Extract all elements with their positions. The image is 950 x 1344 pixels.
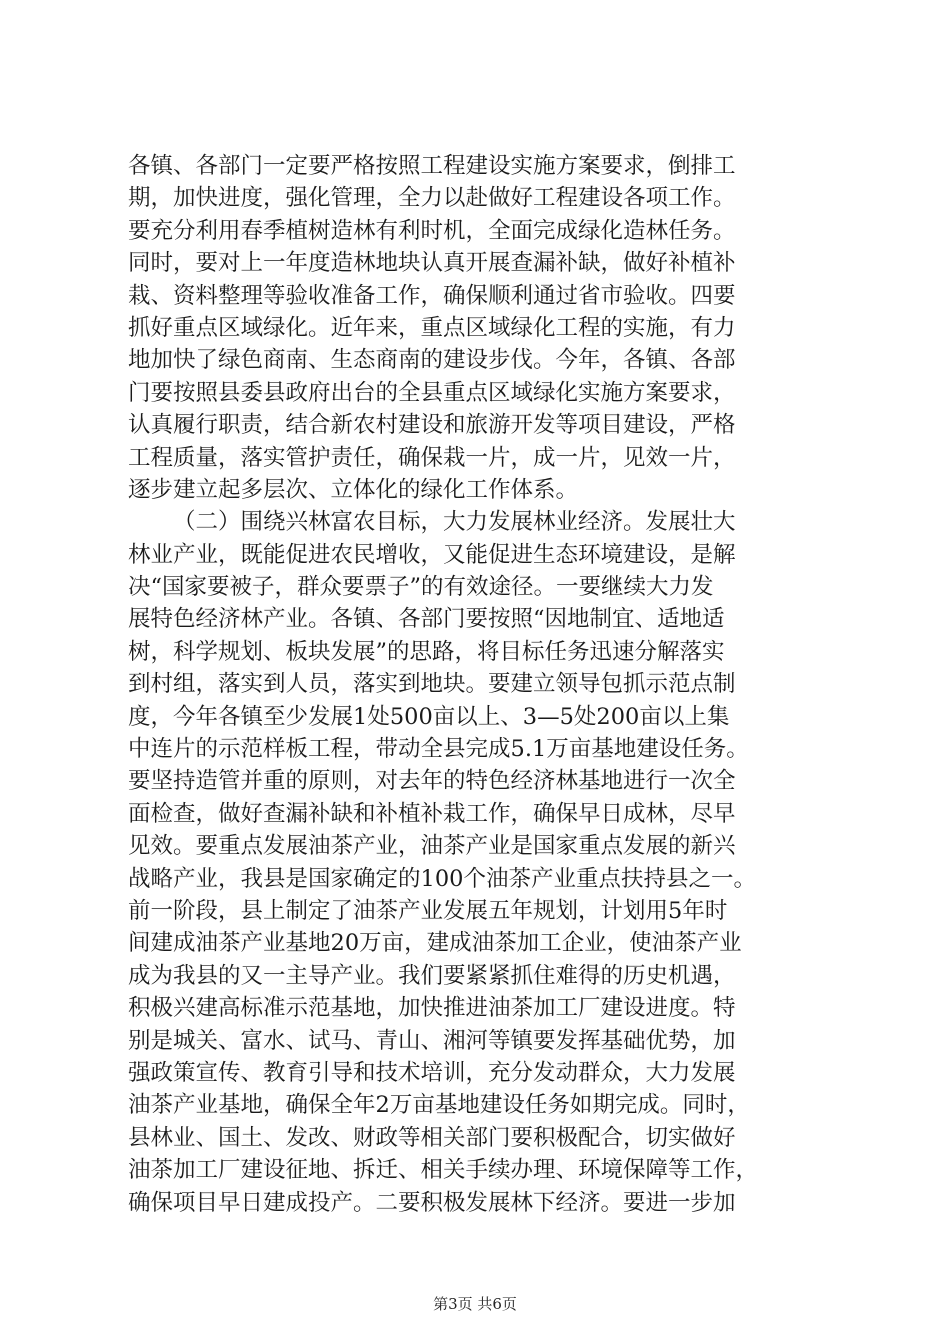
text-line: 确保项目早日建成投产。二要积极发展林下经济。要进一步加 — [128, 1189, 736, 1216]
text-line: 工程质量，落实管护责任，确保栽一片，成一片，见效一片， — [128, 444, 736, 471]
text-line: 门要按照县委县政府出台的全县重点区域绿化实施方案要求， — [128, 379, 736, 406]
text-line: 各镇、各部门一定要严格按照工程建设实施方案要求，倒排工 — [128, 153, 736, 179]
text-line: 县林业、国土、发改、财政等相关部门要积极配合，切实做好 — [128, 1124, 736, 1151]
text-line: 展特色经济林产业。各镇、各部门要按照“因地制宜、适地适 — [128, 606, 725, 633]
text-line: 强政策宣传、教育引导和技术培训，充分发动群众，大力发展 — [128, 1059, 736, 1086]
text-line: 要坚持造管并重的原则，对去年的特色经济林基地进行一次全 — [128, 768, 736, 795]
text-line: 同时，要对上一年度造林地块认真开展查漏补缺，做好补植补 — [128, 250, 736, 277]
text-line: 地加快了绿色商南、生态商南的建设步伐。今年，各镇、各部 — [128, 347, 736, 374]
text-line: 到村组，落实到人员，落实到地块。要建立领导包抓示范点制 — [128, 671, 736, 698]
text-line: 度，今年各镇至少发展1处500亩以上、3—5处200亩以上集 — [128, 703, 730, 730]
text-line: 决“国家要被子，群众要票子”的有效途径。一要继续大力发 — [128, 574, 714, 601]
text-line: 油茶加工厂建设征地、拆迁、相关手续办理、环境保障等工作， — [128, 1157, 759, 1184]
text-line: 间建成油茶产业基地20万亩，建成油茶加工企业，使油茶产业 — [128, 930, 742, 957]
text-line: 认真履行职责，结合新农村建设和旅游开发等项目建设，严格 — [128, 412, 736, 439]
text-line: 栽、资料整理等验收准备工作，确保顺利通过省市验收。四要 — [128, 282, 736, 309]
page-footer: 第3页 共6页 — [433, 1295, 517, 1313]
text-line: 树，科学规划、板块发展”的思路，将目标任务迅速分解落实 — [128, 638, 725, 665]
text-line: 林业产业，既能促进农民增收，又能促进生态环境建设，是解 — [128, 541, 736, 568]
text-line: 逐步建立起多层次、立体化的绿化工作体系。 — [128, 476, 579, 503]
text-line: （二）围绕兴林富农目标，大力发展林业经济。发展壮大 — [173, 509, 736, 536]
text-line: 前一阶段，县上制定了油茶产业发展五年规划，计划用5年时 — [128, 897, 728, 924]
text-line: 积极兴建高标准示范基地，加快推进油茶加工厂建设进度。特 — [128, 995, 736, 1022]
text-line: 抓好重点区域绿化。近年来，重点区域绿化工程的实施，有力 — [128, 314, 736, 341]
text-line: 面检查，做好查漏补缺和补植补栽工作，确保早日成林，尽早 — [128, 800, 736, 827]
text-line: 要充分利用春季植树造林有利时机，全面完成绿化造林任务。 — [128, 217, 736, 244]
text-line: 中连片的示范样板工程，带动全县完成5.1万亩基地建设任务。 — [128, 736, 749, 763]
text-line: 油茶产业基地，确保全年2万亩基地建设任务如期完成。同时， — [128, 1092, 750, 1119]
text-line: 期，加快进度，强化管理，全力以赴做好工程建设各项工作。 — [128, 185, 736, 212]
document-body — [128, 150, 833, 1219]
text-line: 成为我县的又一主导产业。我们要紧紧抓住难得的历史机遇， — [128, 962, 736, 989]
text-line: 见效。要重点发展油茶产业，油茶产业是国家重点发展的新兴 — [128, 833, 736, 860]
text-line: 战略产业，我县是国家确定的100个油茶产业重点扶持县之一。 — [128, 865, 756, 892]
text-line: 别是城关、富水、试马、青山、湘河等镇要发挥基础优势，加 — [128, 1027, 736, 1054]
